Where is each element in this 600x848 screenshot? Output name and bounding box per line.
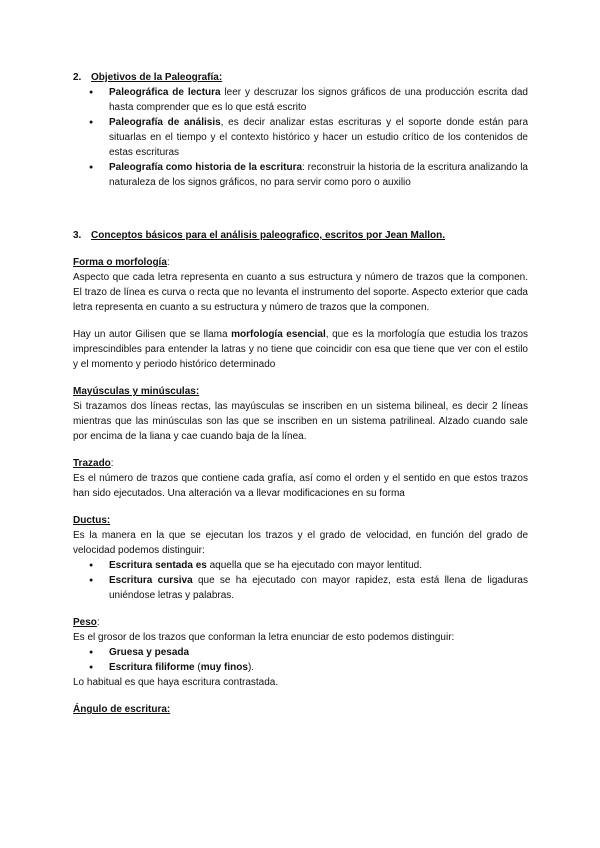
spacer — [73, 243, 528, 255]
spacer — [73, 501, 528, 513]
list-item — [73, 573, 528, 603]
forma-para2-start: Hay un autor Gilisen que se llama — [73, 329, 232, 340]
spacer — [73, 190, 528, 228]
bullet-text: ( — [194, 662, 201, 673]
mayusculas-paragraph: Si trazamos dos líneas rectas, las mayúsculas se inscriben en un sistema bilineal, es decir 2 líneas mientras que las minúsculas son las que se inscriben en un sistema patrilineal. Alzado cuando sale por encima de la liana y cae cuando baja de la línea. — [73, 401, 528, 442]
section-3-title: Conceptos básicos para el análisis paleografico, escritos por Jean Mallon. — [91, 230, 446, 241]
bullet-text-2: ). — [247, 662, 255, 673]
forma-para2-bold: morfología esencial — [231, 329, 326, 340]
bullet-bold: Paleográfica de lectura — [109, 87, 221, 98]
peso-closing: Lo habitual es que haya escritura contrastada. — [73, 677, 279, 688]
section-2-heading — [73, 70, 528, 85]
bullet-bold: Paleografía como historia de la escritura — [109, 162, 303, 173]
mayusculas-heading: Mayúsculas y minúsculas: — [73, 386, 200, 397]
bullet-bold: Paleografía de análisis — [109, 117, 221, 128]
bullet-bold: Escritura cursiva — [109, 575, 193, 586]
bullet-text: que se ha ejecutado con mayor rapidez, esta está llena de ligaduras uniéndose letras y palabras. — [109, 575, 528, 601]
peso-list — [73, 645, 528, 675]
ductus-paragraph: Es la manera en la que se ejecutan los trazos y el grado de velocidad, en función del grado de velocidad podemos distinguir: — [73, 530, 528, 556]
bullet-text: , es decir analizar estas escrituras y el soporte donde están para situarlas en el tiempo y el contexto histórico y hacer un estudio crítico de los contenidos de estas escrituras — [109, 117, 529, 158]
objectives-list — [73, 85, 528, 190]
trazado-heading-line — [73, 456, 528, 471]
section-3-heading — [73, 228, 528, 243]
section-3-number: 3. — [73, 230, 82, 241]
trazado-colon: : — [110, 458, 114, 469]
section-2-number: 2. — [73, 72, 82, 83]
peso-heading-line — [73, 615, 528, 630]
peso-heading: Peso — [73, 617, 97, 628]
spacer — [73, 444, 528, 456]
trazado-paragraph: Es el número de trazos que contiene cada grafía, así como el orden y el sentido en que estos trazos han sido ejecutados. Una alteración va a llevar modificaciones en su forma — [73, 473, 528, 499]
document-page — [73, 70, 528, 717]
bullet-bold: Escritura filiforme — [109, 662, 195, 673]
bullet-bold-2: muy finos — [200, 662, 248, 673]
forma-colon: : — [166, 257, 170, 268]
forma-para2-end: , que es la morfología que estudia los trazos imprescindibles para entender la latras y no tiene que coincidir con esa que tiene que ver con el estilo y el momento y periodo histórico determinado — [73, 329, 528, 370]
bullet-text: : reconstruir la historia de la escritura analizando la naturaleza de los signos gráficos, no para servir como poro o auxilio — [109, 162, 528, 188]
bullet-text: leer y descruzar los signos gráficos de una producción escrita dad hasta comprender que es lo que está escrito — [109, 87, 528, 113]
spacer — [73, 690, 528, 702]
angulo-heading: Ángulo de escritura: — [73, 704, 171, 715]
bullet-text: aquella que se ha ejecutado con mayor lentitud. — [206, 560, 422, 571]
peso-paragraph: Es el grosor de los trazos que conforman la letra enunciar de esto podemos distinguir: — [73, 632, 455, 643]
list-item — [73, 558, 528, 573]
spacer — [73, 603, 528, 615]
forma-paragraph-2 — [73, 327, 528, 372]
forma-heading: Forma o morfología — [73, 257, 167, 268]
trazado-heading: Trazado — [73, 458, 111, 469]
ductus-heading: Ductus: — [73, 515, 111, 526]
list-item — [73, 85, 528, 115]
ductus-list — [73, 558, 528, 603]
list-item — [73, 660, 528, 675]
spacer — [73, 315, 528, 327]
list-item — [73, 645, 528, 660]
forma-heading-line — [73, 255, 528, 270]
list-item — [73, 160, 528, 190]
list-item — [73, 115, 528, 160]
bullet-bold: Escritura sentada es — [109, 560, 207, 571]
section-2-title: Objetivos de la Paleografía: — [91, 72, 223, 83]
bullet-bold: Gruesa y pesada — [109, 647, 190, 658]
forma-paragraph-1: Aspecto que cada letra representa en cuanto a sus estructura y número de trazos que la componen. El trazo de línea es curva o recta que no levanta el instrumento del soporte. Aspecto exterior que cada letra representa en cuanto a su estructura y número de trazos que la componen. — [73, 272, 528, 313]
spacer — [73, 372, 528, 384]
peso-colon: : — [96, 617, 100, 628]
